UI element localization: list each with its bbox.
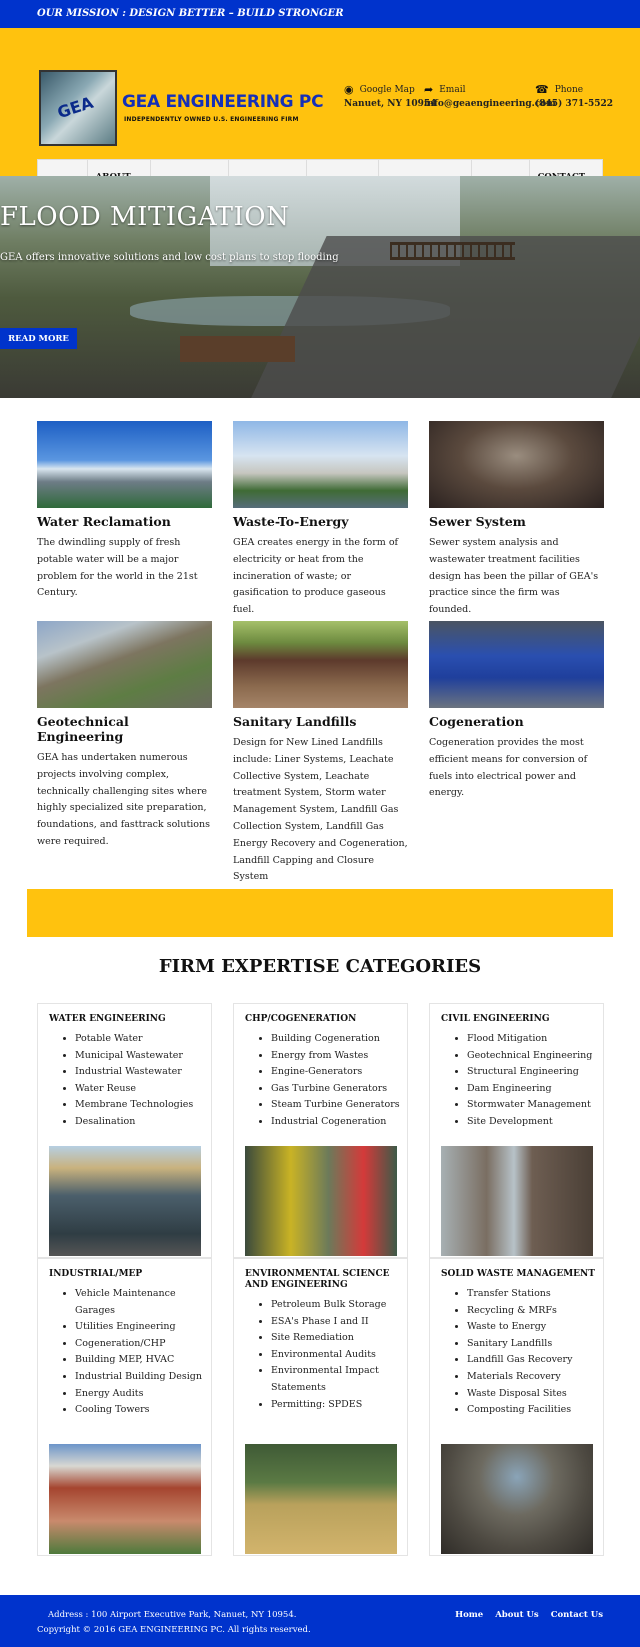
expertise-card-industrial: [37, 1258, 212, 1556]
category-title: CHP/COGENERATION: [245, 1014, 357, 1024]
service-text: Design for New Lined Landfills include: Liner Systems, Leachate Collective System, Leachate treatment System, Storm water Management System, Landfill Gas Collection System, Landfill Gas Energy Recovery and Cogeneration, Landfill Capping and Closure System: [233, 737, 408, 883]
service-title[interactable]: Geotechnical Engineering: [37, 714, 129, 744]
category-image: [441, 1146, 593, 1256]
service-card-water-reclamation[interactable]: [37, 421, 212, 602]
category-title: WATER ENGINEERING: [49, 1014, 166, 1024]
service-title[interactable]: Cogeneration: [429, 714, 524, 729]
list-item: • Geotechnical Engineering: [467, 1048, 603, 1065]
contact-phone[interactable]: [535, 83, 613, 109]
list-item: • Energy from Wastes: [271, 1048, 407, 1065]
logo[interactable]: [39, 70, 117, 146]
list-item: • Industrial Wastewater: [75, 1064, 211, 1081]
list-item: • Composting Facilities: [467, 1402, 603, 1419]
site-header: [0, 28, 640, 176]
contact-label: Phone: [554, 84, 584, 95]
list-item: • Waste to Energy: [467, 1319, 603, 1336]
logo-text: GEA: [54, 92, 96, 123]
hero-title: FLOOD MITIGATION: [0, 202, 290, 232]
expertise-title: FIRM EXPERTISE CATEGORIES: [158, 956, 482, 977]
category-list: [245, 1031, 407, 1131]
service-card-sanitary-landfills[interactable]: [233, 621, 408, 886]
service-text: The dwindling supply of fresh potable water will be a major problem for the world in the 21st Century.: [37, 537, 198, 599]
category-title: SOLID WASTE MANAGEMENT: [441, 1269, 595, 1279]
category-title: CIVIL ENGINEERING: [441, 1014, 550, 1024]
footer-links: [455, 1610, 603, 1620]
contact-value: (845) 371-5522: [535, 99, 614, 109]
list-item: • Industrial Building Design: [75, 1369, 211, 1386]
service-card-geotechnical-engineering[interactable]: [37, 621, 212, 851]
list-item: • Municipal Wastewater: [75, 1048, 211, 1065]
hero-image-bench: [180, 336, 295, 362]
yellow-banner: [27, 889, 613, 937]
site-footer: [0, 1595, 640, 1647]
phone-icon: ☎: [535, 83, 549, 96]
mission-bar: [0, 0, 640, 28]
contact-label: Email: [439, 84, 466, 95]
category-image: [245, 1146, 397, 1256]
list-item: • ESA's Phase I and II: [271, 1314, 407, 1331]
contact-label: Google Map: [359, 84, 415, 95]
hero-subtitle: GEA offers innovative solutions and low cost plans to stop flooding: [0, 252, 339, 263]
category-image: [49, 1146, 201, 1256]
list-item: • Steam Turbine Generators: [271, 1097, 407, 1114]
list-item: • Recycling & MRFs: [467, 1303, 603, 1320]
hero-slider: [0, 176, 640, 398]
list-item: • Gas Turbine Generators: [271, 1081, 407, 1098]
category-title: ENVIRONMENTAL SCIENCE AND ENGINEERING: [245, 1269, 390, 1290]
contact-value: Nanuet, NY 10954: [344, 99, 437, 109]
list-item: • Cooling Towers: [75, 1402, 211, 1419]
brand-tagline: INDEPENDENTLY OWNED U.S. ENGINEERING FIRM: [124, 116, 299, 123]
list-item: • Petroleum Bulk Storage: [271, 1297, 407, 1314]
category-list: [441, 1031, 603, 1131]
footer-link-contact-us[interactable]: Contact Us: [550, 1610, 603, 1620]
list-item: • Water Reuse: [75, 1081, 211, 1098]
expertise-card-chp: [233, 1003, 408, 1258]
service-text: GEA has undertaken numerous projects involving complex, technically challenging sites where highly specialized site preparation, foundations, and fasttrack solutions were required.: [37, 752, 211, 847]
list-item: • Flood Mitigation: [467, 1031, 603, 1048]
service-image: [233, 621, 408, 708]
service-card-cogeneration[interactable]: [429, 621, 604, 802]
service-text: GEA creates energy in the form of electricity or heat from the incineration of waste; or gasification to produce gaseous fuel.: [233, 537, 399, 616]
service-image: [429, 621, 604, 708]
service-image: [233, 421, 408, 508]
category-image: [49, 1444, 201, 1554]
list-item: • Site Remediation: [271, 1330, 407, 1347]
mission-text: OUR MISSION : DESIGN BETTER – BUILD STRONGER: [37, 8, 344, 19]
list-item: • Industrial Cogeneration: [271, 1114, 407, 1131]
list-item: • Dam Engineering: [467, 1081, 603, 1098]
category-image: [441, 1444, 593, 1554]
brand-name[interactable]: GEA ENGINEERING PC: [122, 92, 324, 112]
contact-map[interactable]: [344, 83, 436, 109]
list-item: • Environmental Impact Statements: [271, 1363, 407, 1396]
category-title: INDUSTRIAL/MEP: [49, 1269, 143, 1279]
list-item: • Building Cogeneration: [271, 1031, 407, 1048]
expertise-card-solid-waste: [429, 1258, 604, 1556]
service-card-waste-to-energy[interactable]: [233, 421, 408, 619]
list-item: • Permitting: SPDES: [271, 1397, 407, 1414]
list-item: • Utilities Engineering: [75, 1319, 211, 1336]
footer-link-home[interactable]: Home: [455, 1610, 484, 1620]
list-item: • Cogeneration/CHP: [75, 1336, 211, 1353]
service-title[interactable]: Water Reclamation: [37, 514, 171, 529]
service-image: [429, 421, 604, 508]
expertise-card-environmental: [233, 1258, 408, 1556]
footer-address: Address : 100 Airport Executive Park, Nanuet, NY 10954.: [48, 1610, 297, 1620]
map-pin-icon: ◉: [344, 83, 354, 96]
list-item: • Desalination: [75, 1114, 211, 1131]
list-item: • Membrane Technologies: [75, 1097, 211, 1114]
read-more-button[interactable]: READ MORE: [0, 328, 77, 349]
category-list: [49, 1286, 211, 1419]
service-card-sewer-system[interactable]: [429, 421, 604, 619]
category-list: [245, 1297, 407, 1413]
service-text: Sewer system analysis and wastewater treatment facilities design has been the pillar of GEA's practice since the firm was founded.: [429, 537, 599, 616]
list-item: • Stormwater Management: [467, 1097, 603, 1114]
list-item: • Energy Audits: [75, 1386, 211, 1403]
list-item: • Site Development: [467, 1114, 603, 1131]
list-item: • Waste Disposal Sites: [467, 1386, 603, 1403]
list-item: • Vehicle Maintenance Garages: [75, 1286, 211, 1319]
category-image: [245, 1444, 397, 1554]
list-item: • Landfill Gas Recovery: [467, 1352, 603, 1369]
service-image: [37, 421, 212, 508]
category-list: [49, 1031, 211, 1131]
service-title[interactable]: Sanitary Landfills: [233, 714, 357, 729]
list-item: • Materials Recovery: [467, 1369, 603, 1386]
list-item: • Potable Water: [75, 1031, 211, 1048]
category-list: [441, 1286, 603, 1419]
share-icon: ➦: [424, 83, 434, 96]
expertise-card-water: [37, 1003, 212, 1258]
list-item: • Building MEP, HVAC: [75, 1352, 211, 1369]
service-text: Cogeneration provides the most efficient means for conversion of fuels into electrical power and energy.: [429, 737, 588, 799]
list-item: • Transfer Stations: [467, 1286, 603, 1303]
footer-link-about-us[interactable]: About Us: [495, 1610, 539, 1620]
service-title[interactable]: Sewer System: [429, 514, 526, 529]
footer-copyright: Copyright © 2016 GEA ENGINEERING PC. All rights reserved.: [37, 1625, 311, 1635]
service-image: [37, 621, 212, 708]
hero-image-bridge: [390, 242, 515, 260]
list-item: • Environmental Audits: [271, 1347, 407, 1364]
list-item: • Engine-Generators: [271, 1064, 407, 1081]
expertise-card-civil: [429, 1003, 604, 1258]
service-title[interactable]: Waste-To-Energy: [233, 514, 349, 529]
contact-value[interactable]: info@geaengineering.com: [424, 99, 556, 109]
list-item: • Structural Engineering: [467, 1064, 603, 1081]
list-item: • Sanitary Landfills: [467, 1336, 603, 1353]
